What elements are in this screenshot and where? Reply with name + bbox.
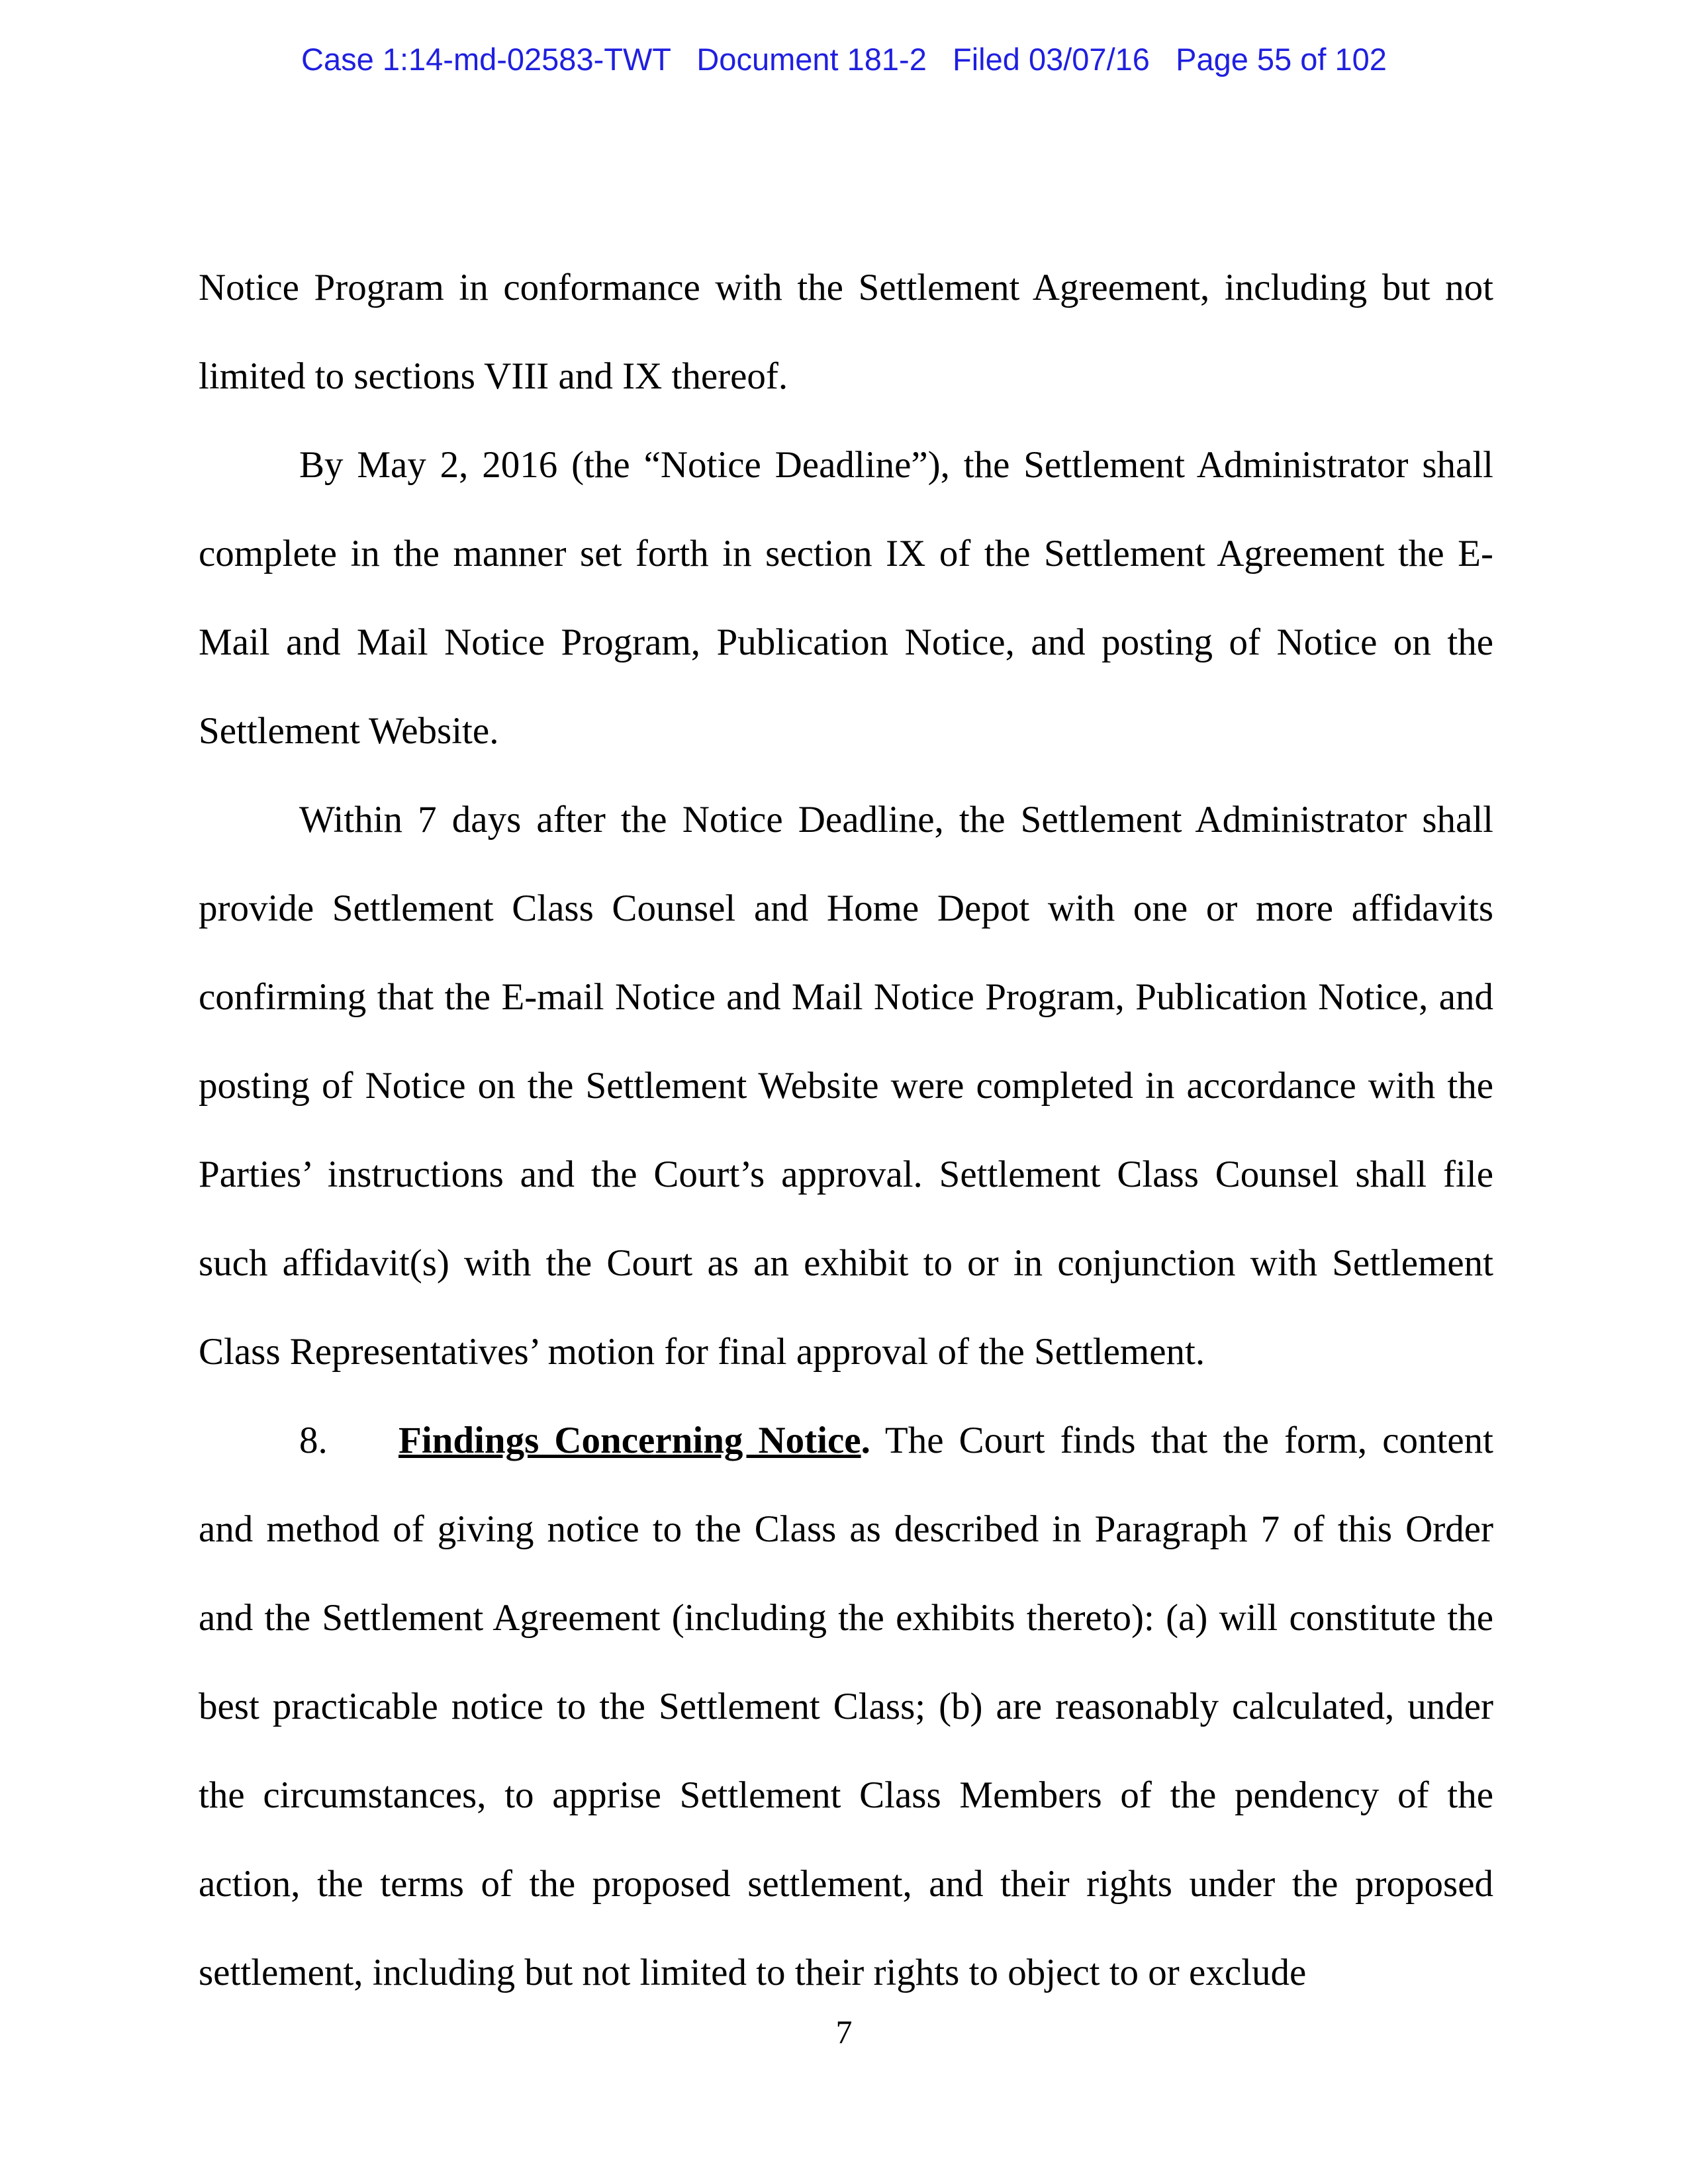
case-number: Case 1:14-md-02583-TWT	[301, 42, 671, 77]
paragraph-notice-deadline: By May 2, 2016 (the “Notice Deadline”), the Settlement Administrator shall complete in the manner set forth in section IX of the Settlement Agreement the E-Mail and Mail Notice Program, Publication Notice, and posting of Notice on the Settlement Website.	[199, 444, 1493, 752]
paragraph-number: 8.	[299, 1420, 328, 1461]
filed-date: Filed 03/07/16	[953, 42, 1150, 77]
findings-text: The Court finds that the form, content and method of giving notice to the Class as described in Paragraph 7 of this Order and the Settlement Agreement (including the exhibits thereto): (a) will constitute the best practicable notice to the Settlement Class; (b) are reasonably calculated, under the circumstances, to apprise Settlement Class Members of the pendency of the action, the terms of the proposed settlement, and their rights under the proposed settlement, including but not limited to their rights to object to or exclude	[199, 1420, 1493, 1993]
page-number: 7	[835, 2013, 853, 2050]
heading-period: .	[861, 1420, 870, 1461]
paragraph-findings-concerning-notice	[199, 1396, 1493, 2017]
case-header-stamp	[0, 41, 1688, 78]
document-number: Document 181-2	[696, 42, 927, 77]
page-count: Page 55 of 102	[1176, 42, 1387, 77]
paragraph-continuation: Notice Program in conformance with the Settlement Agreement, including but not limited to sections VIII and IX thereof.	[199, 267, 1493, 397]
paragraph-affidavits: Within 7 days after the Notice Deadline, the Settlement Administrator shall provide Settlement Class Counsel and Home Depot with one or more affidavits confirming that the E-mail Notice and Mail Notice Program, Publication Notice, and posting of Notice on the Settlement Website were completed in accordance with the Parties’ instructions and the Court’s approval. Settlement Class Counsel shall file such affidavit(s) with the Court as an exhibit to or in conjunction with Settlement Class Representatives’ motion for final approval of the Settlement.	[199, 799, 1493, 1373]
document-body	[199, 244, 1493, 2017]
section-heading: Findings Concerning Notice	[399, 1420, 861, 1461]
